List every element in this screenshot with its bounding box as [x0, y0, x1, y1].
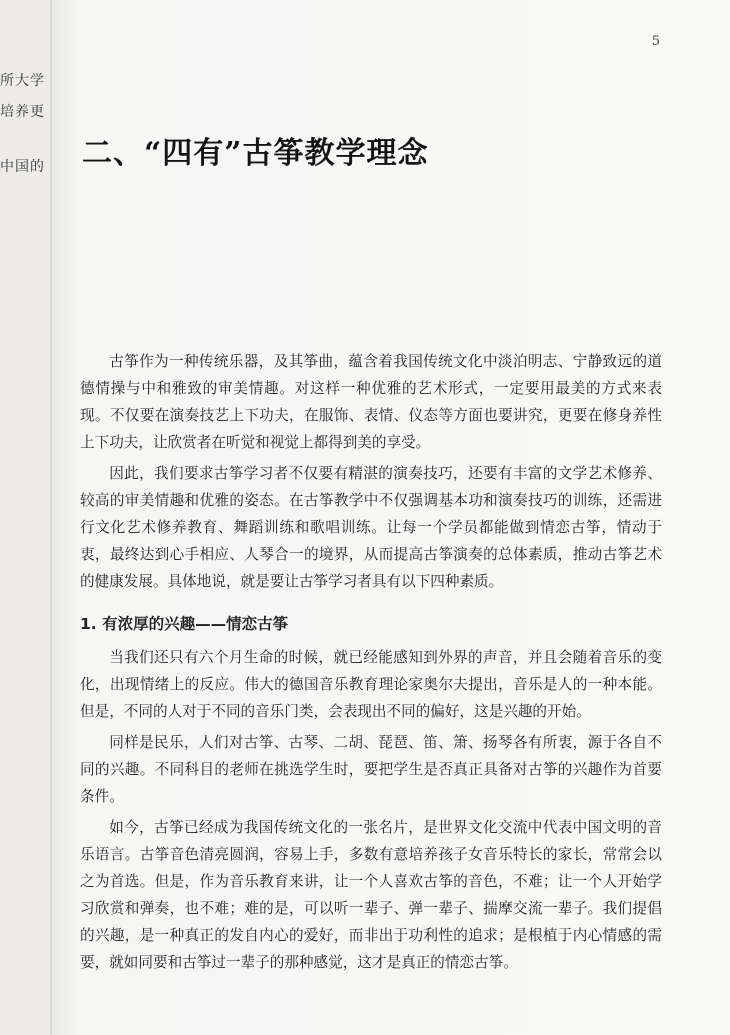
- left-page-text-fragment: 所大学: [0, 73, 45, 89]
- left-page-text-fragment: 培养更: [0, 104, 45, 120]
- left-page-edge: [0, 0, 52, 1035]
- left-page-text-fragment: 中国的: [0, 159, 45, 175]
- subsection-heading: 1. 有浓厚的兴趣——情恋古筝: [80, 615, 289, 633]
- paragraph: 古筝作为一种传统乐器，及其筝曲，蕴含着我国传统文化中淡泊明志、宁静致远的道德情操与中和雅致的审美情趣。对这样一种优雅的艺术形式，一定要用最美的方式来表现。不仅要在演奏技艺上下功夫，在服饰、表情、仪态等方面也要讲究，更要在修身养性上下功夫，让欣赏者在听觉和视觉上都得到美的享受。: [80, 353, 662, 451]
- page-number: 5: [651, 34, 660, 49]
- section-title: 二、“四有”古筝教学理念: [82, 136, 429, 171]
- paragraph: 因此，我们要求古筝学习者不仅要有精湛的演奏技巧，还要有丰富的文学艺术修养、较高的审美情趣和优雅的姿态。在古筝教学中不仅强调基本功和演奏技巧的训练，还需进行文化艺术修养教育、舞蹈训练和歌唱训练。让每一个学员都能做到情恋古筝，情动于衷，最终达到心手相应、人琴合一的境界，从而提高古筝演奏的总体素质，推动古筝艺术的健康发展。具体地说，就是要让古筝学习者具有以下四种素质。: [80, 465, 662, 590]
- book-page: [52, 0, 730, 1035]
- body-text: [80, 348, 662, 976]
- paragraph: 当我们还只有六个月生命的时候，就已经能感知到外界的声音，并且会随着音乐的变化，出现情绪上的反应。伟大的德国音乐教育理论家奥尔夫提出，音乐是人的一种本能。但是，不同的人对于不同的音乐门类，会表现出不同的偏好，这是兴趣的开始。: [80, 649, 662, 720]
- paragraph: 同样是民乐，人们对古筝、古琴、二胡、琵琶、笛、箫、扬琴各有所衷，源于各自不同的兴趣。不同科目的老师在挑选学生时，要把学生是否真正具备对古筝的兴趣作为首要条件。: [80, 734, 662, 805]
- paragraph: 如今，古筝已经成为我国传统文化的一张名片，是世界文化交流中代表中国文明的音乐语言。古筝音色清亮圆润，容易上手，多数有意培养孩子女音乐特长的家长，常常会以之为首选。但是，作为音乐教育来讲，让一个人喜欢古筝的音色，不难；让一个人开始学习欣赏和弹奏，也不难；难的是，可以听一辈子、弹一辈子、揣摩交流一辈子。我们提倡的兴趣，是一种真正的发自内心的爱好，而非出于功利性的追求；是根植于内心情感的需要，就如同要和古筝过一辈子的那种感觉，这才是真正的情恋古筝。: [80, 819, 662, 971]
